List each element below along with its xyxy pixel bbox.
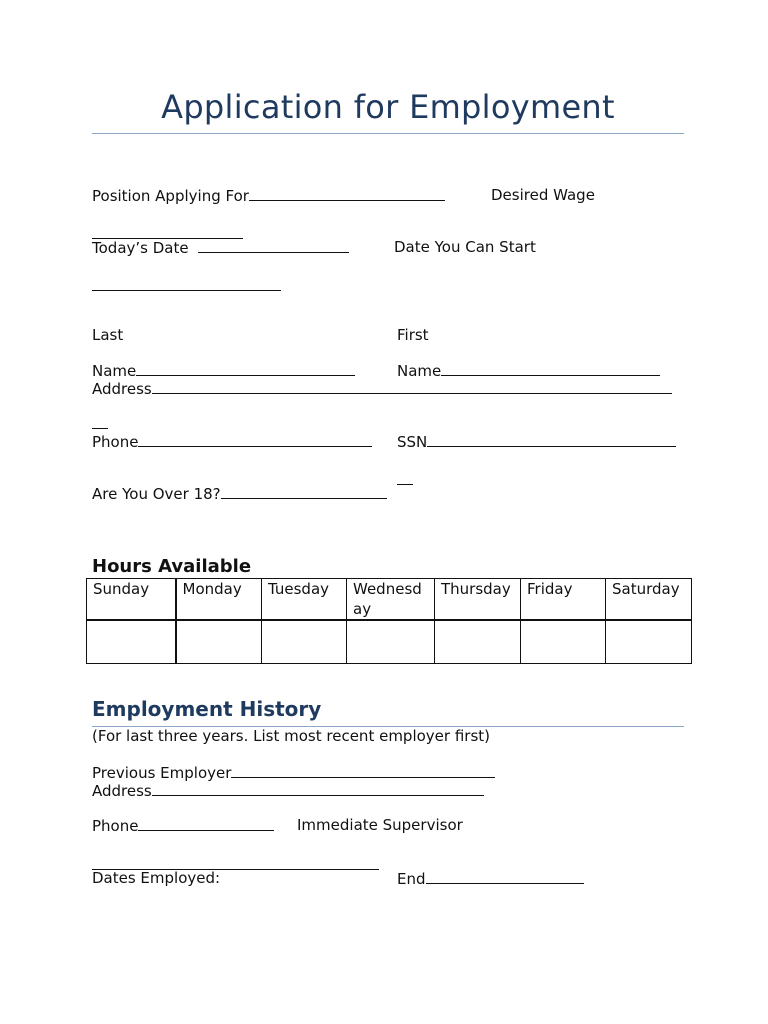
todays-date-input-line[interactable] [198,238,349,253]
supervisor-label: Immediate Supervisor [297,816,463,834]
over18-label: Are You Over 18? [92,485,221,503]
ssn-input-line[interactable] [427,432,676,447]
desired-wage-label: Desired Wage [491,186,595,204]
ssn-input-line-wrap[interactable] [397,470,413,485]
over18-row [92,484,387,503]
phone-label: Phone [92,433,139,451]
address-input-line[interactable] [152,379,672,394]
employment-heading: Employment History [92,697,322,721]
employment-note: (For last three years. List most recent employer first) [92,727,490,745]
phone-row [92,432,372,451]
position-row [92,186,445,205]
hours-header-cell: Saturday [606,579,692,621]
ssn-label: SSN [397,433,428,451]
address-label: Address [92,380,152,398]
employer-address-row [92,781,484,800]
end-date-input-line[interactable] [426,869,584,884]
end-date-label: End [397,870,426,888]
employer-phone-input-line[interactable] [138,816,274,831]
last-label: Last [92,326,124,344]
hours-entry-cell-wednesday[interactable] [347,620,435,664]
employer-address-input-line[interactable] [152,781,484,796]
hours-entry-cell-friday[interactable] [521,620,606,664]
hours-entry-cell-thursday[interactable] [435,620,521,664]
over18-input-line[interactable] [221,484,387,499]
hours-entry-cell-sunday[interactable] [87,620,176,664]
last-name-input-line[interactable] [136,361,355,376]
hours-header-cell: Wednesday [347,579,435,621]
first-name-label: Name [397,362,442,380]
hours-entry-cell-saturday[interactable] [606,620,692,664]
last-name-label: Name [92,362,137,380]
employer-phone-label: Phone [92,817,139,835]
position-input-line[interactable] [249,186,445,201]
previous-employer-input-line[interactable] [231,763,495,778]
end-date-row [397,869,584,888]
todays-date-row [92,238,349,257]
hours-header-cell: Monday [176,579,262,621]
phone-input-line[interactable] [138,432,372,447]
hours-entry-cell-tuesday[interactable] [262,620,347,664]
date-start-label: Date You Can Start [394,238,536,256]
hours-header-cell: Thursday [435,579,521,621]
title-divider [92,133,684,134]
desired-wage-input-line[interactable] [92,224,243,239]
hours-header-cell: Friday [521,579,606,621]
previous-employer-label: Previous Employer [92,764,232,782]
first-name-input-line[interactable] [441,361,660,376]
supervisor-input-line[interactable] [92,855,379,870]
position-label: Position Applying For [92,187,249,205]
hours-header-cell: Tuesday [262,579,347,621]
address-input-line-wrap[interactable] [92,414,108,429]
address-row [92,379,672,398]
hours-table [86,578,692,664]
employer-phone-row [92,816,274,835]
dates-employed-label: Dates Employed: [92,869,221,887]
hours-entry-cell-monday[interactable] [176,620,262,664]
employer-address-label: Address [92,782,152,800]
ssn-row [397,432,676,451]
hours-heading: Hours Available [92,556,252,577]
hours-header-cell: Sunday [87,579,176,621]
hours-header-row [87,579,692,621]
previous-employer-row [92,763,495,782]
last-name-row [92,361,355,380]
page-title: Application for Employment [161,88,615,126]
hours-entry-row [87,620,692,664]
first-label: First [397,326,429,344]
todays-date-label: Today’s Date [92,239,189,257]
first-name-row [397,361,660,380]
date-start-input-line[interactable] [92,276,281,291]
